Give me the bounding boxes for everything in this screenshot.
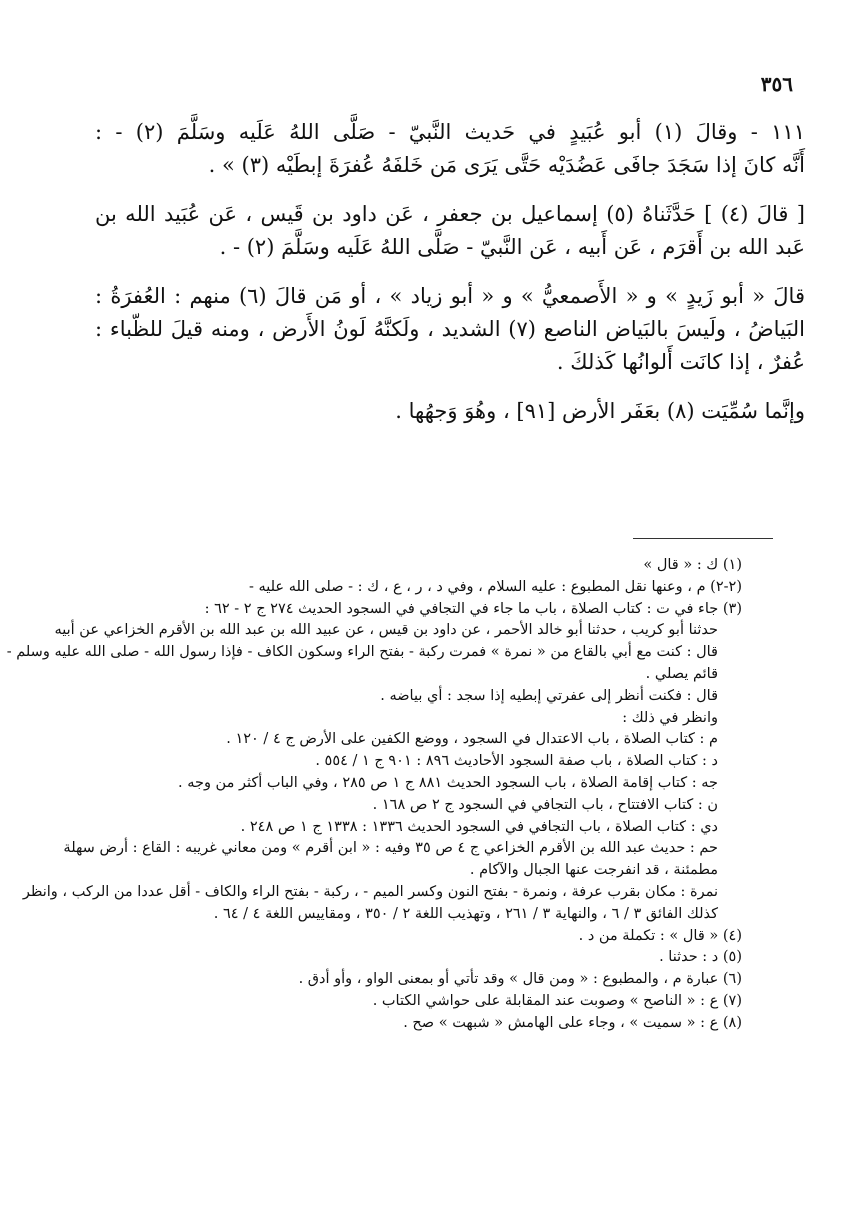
main-text	[95, 120, 805, 432]
footnote-line: (٧) ع : « الناصح » وصوبت عند المقابلة على حواشي الكتاب .	[372, 992, 742, 1009]
main-line: عُفرٌ ، إذا كانَت أَلوانُها كَذلكَ .	[556, 350, 805, 374]
footnote-divider	[633, 538, 773, 539]
main-line: ١١١ - وقالَ (١) أبو عُبَيدٍ في حَديث النَّبيّ - صَلَّى اللهُ عَلَيه وسَلَّمَ (٢) - :	[95, 120, 805, 144]
footnote-line: (١) ك : « قال »	[643, 557, 742, 573]
footnote-line: وانظر في ذلك :	[622, 709, 718, 726]
footnote-line: قال : كنت مع أبي بالقاع من « نمرة » فمرت ركبة - بفتح الراء وسكون الكاف - فإذا رسول الله - صلى الله عليه وسلم -	[6, 644, 718, 661]
footnote-line: نمرة : مكان بقرب عرفة ، ونمرة - بفتح النون وكسر الميم - ، ركبة - بفتح الراء والكاف - أقل عددا من الركب ، وانظر	[22, 883, 718, 900]
footnote-line: حدثنا أبو كريب ، حدثنا أبو خالد الأحمر ، عن داود بن قيس ، عن عبيد الله بن عبد الله بن الأقرم الخزاعي عن أبيه	[54, 622, 718, 639]
page-number: ٣٥٦	[760, 72, 793, 96]
main-line: قالَ « أبو زَيدٍ » و « الأَصمعيُّ » و « أبو زياد » ، أو مَن قالَ (٦) منهم : العُفرَةُ :	[95, 284, 805, 308]
footnote-line: د : كتاب الصلاة ، باب صفة السجود الأحاديث ٨٩٦ : ٩٠١ ج ١ / ٥٥٤ .	[315, 753, 718, 770]
main-line: [ قالَ (٤) ] حَدَّثَناهُ (٥) إسماعيل بن جعفر ، عَن داود بن قَيس ، عَن عُبَيد الله بن	[95, 202, 805, 226]
footnote-line: (٣) جاء في ت : كتاب الصلاة ، باب ما جاء في التجافي في السجود الحديث ٢٧٤ ج ٢ - ٦٢ :	[204, 600, 742, 617]
footnote-line: قائم يصلي .	[645, 665, 718, 682]
main-line: عَبد الله بن أَقرَم ، عَن أَبيه ، عَن النَّبيّ - صَلَّى اللهُ عَلَيه وسَلَّمَ (٢) - .	[219, 235, 805, 259]
footnote-line: (٦) عبارة م ، والمطبوع : « ومن قال » وقد تأتي أو بمعنى الواو ، وأو أدق .	[298, 971, 742, 988]
footnote-line: مطمئنة ، قد انفرجت عنها الجبال والآكام .	[469, 862, 718, 879]
footnote-line: ن : كتاب الافتتاح ، باب التجافي في السجود ج ٢ ص ١٦٨ .	[372, 796, 718, 813]
footnote-line: قال : فكنت أنظر إلى عفرتي إبطيه إذا سجد : أي بياضه .	[380, 687, 718, 704]
footnote-line: دي : كتاب الصلاة ، باب التجافي في السجود الحديث ١٣٣٦ : ١٣٣٨ ج ١ ص ٢٤٨ .	[240, 818, 718, 835]
footnotes	[6, 556, 742, 1036]
footnote-line: كذلك الفائق ٣ / ٦ ، والنهاية ٣ / ٢٦١ ، وتهذيب اللغة ٢ / ٣٥٠ ، ومقاييس اللغة ٤ / ٦٤ .	[213, 905, 718, 922]
footnote-line: حم : حديث عبد الله بن الأقرم الخزاعي ج ٤ ص ٣٥ وفيه : « ابن أقرم » ومن معاني غريبه : القاع : أرض سهلة	[63, 840, 718, 857]
main-line: البَياضُ ، ولَيسَ بالبَياض الناصع (٧) الشديد ، ولَكنَّهُ لَونُ الأَرض ، ومنه قيلَ للظّباء :	[95, 317, 805, 341]
footnote-line: (٨) ع : « سميت » ، وجاء على الهامش « شبهت » صح .	[403, 1014, 742, 1031]
footnote-line: جه : كتاب إقامة الصلاة ، باب السجود الحديث ٨٨١ ج ١ ص ٢٨٥ ، وفي الباب أكثر من وجه .	[177, 774, 718, 791]
footnote-line: (٢-٢) م ، وعنها نقل المطبوع : عليه السلام ، وفي د ، ر ، ع ، ك : - صلى الله عليه -	[248, 578, 742, 595]
footnote-line: (٥) د : حدثنا .	[659, 949, 742, 966]
main-line: أَنَّه كانَ إذا سَجَدَ جافَى عَضُدَيْه حَتَّى يَرَى مَن خَلفَهُ عُفرَةَ إبطَيْه (٣) » .	[208, 153, 805, 177]
footnote-line: (٤) « قال » : تكملة من د .	[578, 927, 742, 944]
main-line: وإنَّما سُمِّيَت (٨) بعَفَر الأرض [٩١] ، وهُوَ وَجهُها .	[395, 399, 805, 423]
footnote-line: م : كتاب الصلاة ، باب الاعتدال في السجود ، ووضع الكفين على الأرض ج ٤ / ١٢٠ .	[226, 731, 718, 748]
